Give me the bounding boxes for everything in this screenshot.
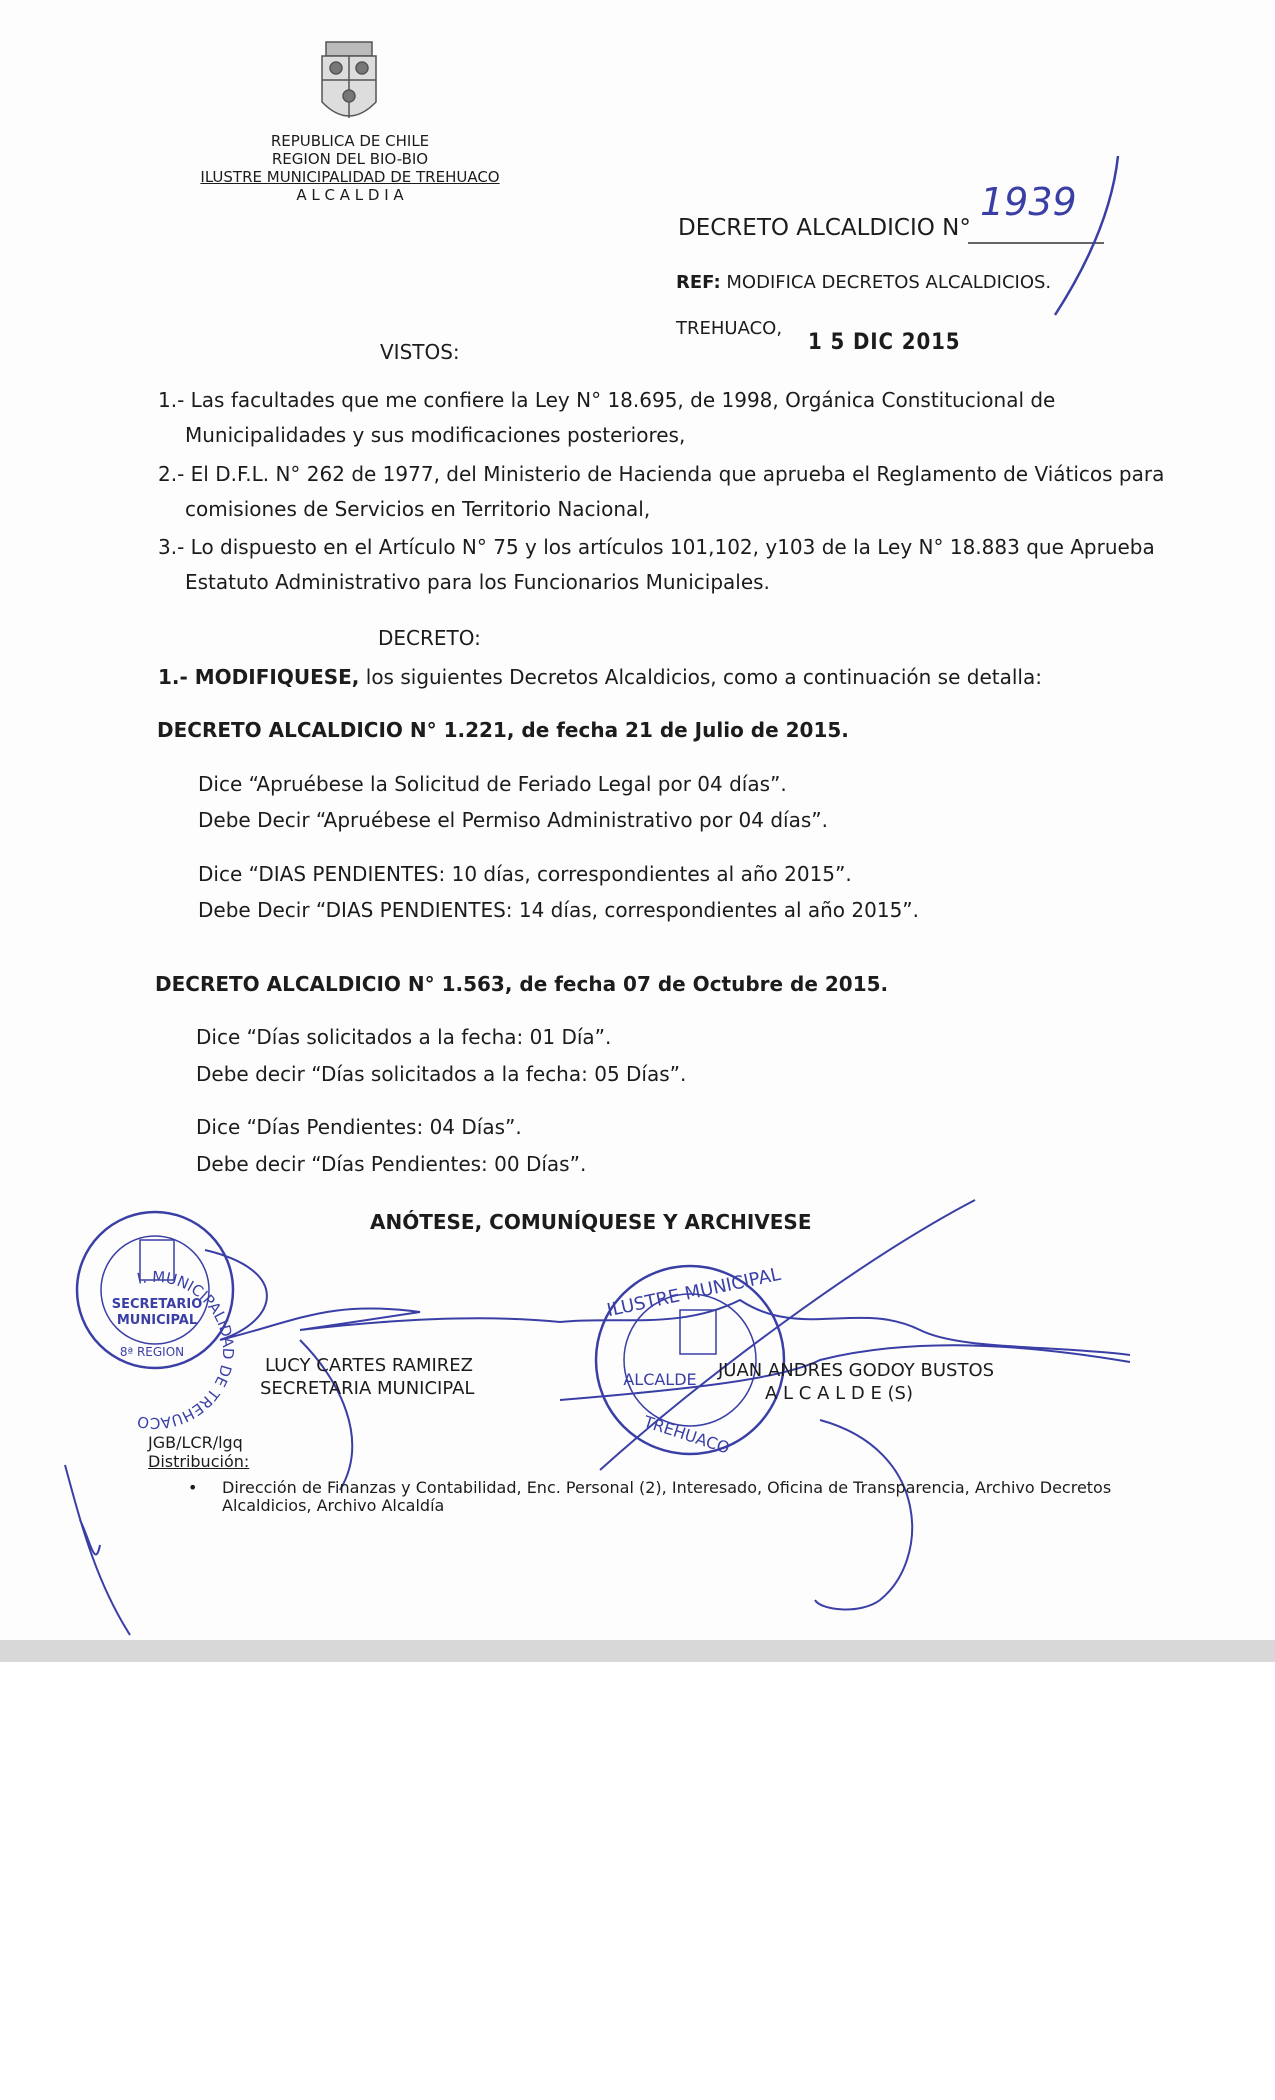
initials: JGB/LCR/lgq <box>148 1433 243 1452</box>
section-1-title: DECRETO ALCALDICIO N° 1.221, de fecha 21 de Julio de 2015. <box>157 718 849 742</box>
section-2-line-2: Debe decir “Días solicitados a la fecha: 05 Días”. <box>196 1062 687 1086</box>
header-office: A L C A L D I A <box>296 186 404 204</box>
distribution-line-1: Dirección de Finanzas y Contabilidad, Enc. Personal (2), Interesado, Oficina de Transparencia, Archivo Decretos <box>222 1478 1112 1497</box>
left-signer-name: LUCY CARTES RAMIREZ <box>265 1355 474 1376</box>
date-stamp: 1 5 DIC 2015 <box>808 330 961 355</box>
decreto-point-label: 1.- MODIFIQUESE, <box>158 665 360 689</box>
ref-line <box>676 272 1051 293</box>
decreto-point-text: los siguientes Decretos Alcaldicios, como a continuación se detalla: <box>365 665 1042 689</box>
right-signer-role: A L C A L D E (S) <box>765 1383 914 1404</box>
vistos-item-2-cont: comisiones de Servicios en Territorio Nacional, <box>185 497 651 521</box>
section-2-line-1: Dice “Días solicitados a la fecha: 01 Día”. <box>196 1025 612 1049</box>
vistos-item-1: 1.- Las facultades que me confiere la Ley N° 18.695, de 1998, Orgánica Constitucional de <box>158 388 1056 412</box>
right-signer-name: JUAN ANDRES GODOY BUSTOS <box>718 1360 995 1381</box>
left-signer-role: SECRETARIA MUNICIPAL <box>260 1378 475 1399</box>
place: TREHUACO, <box>676 318 783 339</box>
distribution-bullet: • <box>188 1478 198 1497</box>
section-2-title: DECRETO ALCALDICIO N° 1.563, de fecha 07 de Octubre de 2015. <box>155 972 889 996</box>
vistos-item-2: 2.- El D.F.L. N° 262 de 1977, del Ministerio de Hacienda que aprueba el Reglamento de Viáticos para <box>158 462 1165 486</box>
decreto-point-1 <box>158 665 1042 689</box>
vistos-item-3-cont: Estatuto Administrativo para los Funcionarios Municipales. <box>185 570 770 594</box>
left-stamp-ring-text: I. MUNICIPALIDAD DE TREHUACO <box>135 1267 238 1433</box>
left-stamp-center-1: SECRETARIO <box>111 1297 203 1312</box>
section-2-line-3: Dice “Días Pendientes: 04 Días”. <box>196 1115 522 1139</box>
ref-label: REF: <box>676 272 721 293</box>
vistos-item-1-cont: Municipalidades y sus modificaciones posteriores, <box>185 423 686 447</box>
right-stamp-ring-text: ILUSTRE MUNICIPAL <box>605 1263 783 1322</box>
section-1-line-1: Dice “Apruébese la Solicitud de Feriado Legal por 04 días”. <box>198 772 787 796</box>
section-1-line-4: Debe Decir “DIAS PENDIENTES: 14 días, correspondientes al año 2015”. <box>198 898 920 922</box>
right-stamp-bottom: TREHUACO <box>641 1411 733 1458</box>
decreto-heading: DECRETO: <box>378 626 481 650</box>
left-stamp-bottom: 8ª REGION <box>119 1345 185 1359</box>
header-country: REPUBLICA DE CHILE <box>270 132 430 150</box>
distribution-line-2: Alcaldicios, Archivo Alcaldía <box>222 1496 445 1515</box>
vistos-heading: VISTOS: <box>380 340 460 364</box>
section-2-line-4: Debe decir “Días Pendientes: 00 Días”. <box>196 1152 587 1176</box>
header-region: REGION DEL BIO-BIO <box>271 150 429 168</box>
right-stamp-center: ALCALDE <box>623 1370 697 1389</box>
header-municipality: ILUSTRE MUNICIPALIDAD DE TREHUACO <box>200 168 500 186</box>
left-stamp-center-2: MUNICIPAL <box>116 1313 198 1328</box>
ref-text: MODIFICA DECRETOS ALCALDICIOS. <box>726 272 1052 293</box>
distribution-label: Distribución: <box>148 1452 250 1471</box>
decree-number: 1939 <box>980 180 1077 224</box>
vistos-item-3: 3.- Lo dispuesto en el Artículo N° 75 y los artículos 101,102, y103 de la Ley N° 18.883 que Aprueba <box>158 535 1155 559</box>
closing-formula: ANÓTESE, COMUNÍQUESE Y ARCHIVESE <box>370 1210 812 1234</box>
section-1-line-3: Dice “DIAS PENDIENTES: 10 días, correspondientes al año 2015”. <box>198 862 852 886</box>
decree-title: DECRETO ALCALDICIO N° <box>678 215 971 241</box>
scan-edge <box>0 1640 1275 1662</box>
section-1-line-2: Debe Decir “Apruébese el Permiso Administrativo por 04 días”. <box>198 808 828 832</box>
